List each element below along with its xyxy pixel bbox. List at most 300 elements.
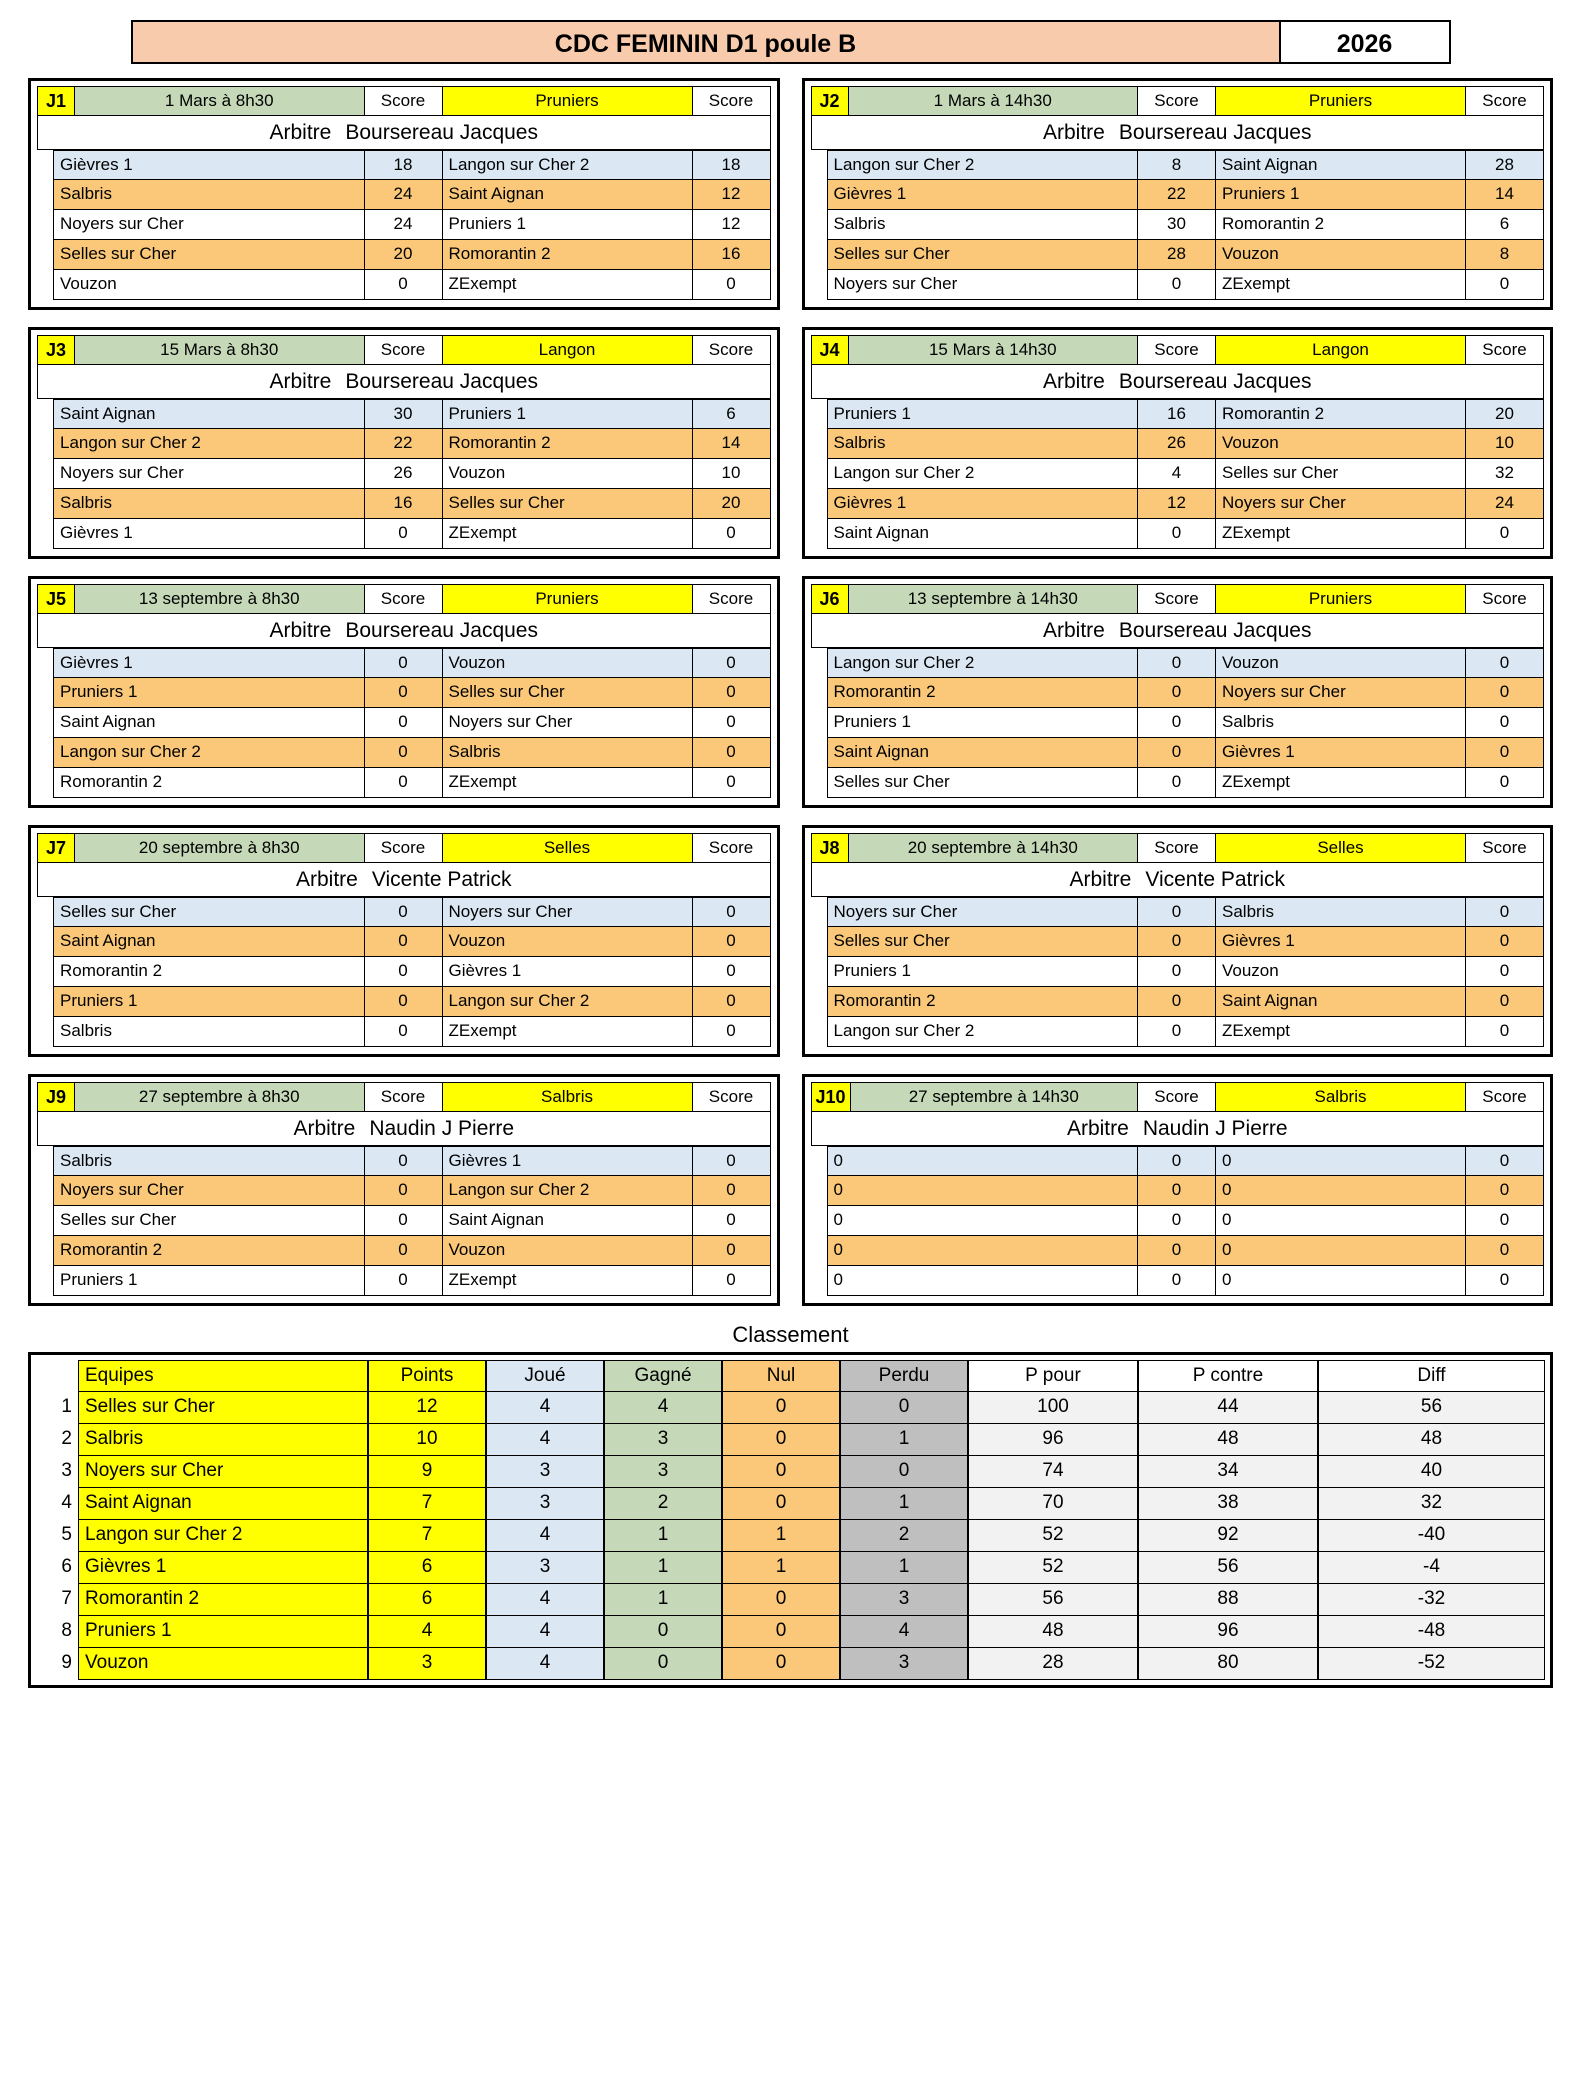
match-away-score[interactable]: 12: [693, 180, 771, 210]
match-home-score[interactable]: 0: [1138, 1266, 1216, 1296]
match-row: [53, 768, 771, 798]
referee-row: [811, 863, 1545, 897]
standings-row: [36, 1520, 1545, 1552]
match-home-team: Salbris: [53, 1017, 365, 1047]
standings-diff: 40: [1318, 1456, 1545, 1488]
referee-name: Boursereau Jacques: [345, 370, 538, 393]
match-away-score[interactable]: 6: [693, 399, 771, 429]
match-row: [827, 1176, 1545, 1206]
round-code: J4: [811, 335, 849, 365]
standings-points-for: 100: [968, 1392, 1138, 1424]
round-header: [37, 1082, 771, 1112]
match-home-team: Langon sur Cher 2: [53, 429, 365, 459]
standings-row: [36, 1488, 1545, 1520]
standings-row: [36, 1456, 1545, 1488]
match-away-score[interactable]: 0: [1466, 648, 1544, 678]
standings-diff: -4: [1318, 1552, 1545, 1584]
referee-name: Boursereau Jacques: [345, 121, 538, 144]
referee-name: Vicente Patrick: [371, 868, 512, 891]
match-home-team: Noyers sur Cher: [827, 897, 1139, 927]
match-home-score[interactable]: 18: [365, 150, 443, 180]
round-code: J2: [811, 86, 849, 116]
match-home-score[interactable]: 0: [1138, 270, 1216, 300]
match-away-score[interactable]: 0: [1466, 738, 1544, 768]
standings-points-against: 88: [1138, 1584, 1318, 1616]
document-header: [28, 20, 1553, 64]
match-home-score[interactable]: 24: [365, 180, 443, 210]
round-date: 20 septembre à 8h30: [75, 833, 365, 863]
round-date: 15 Mars à 14h30: [849, 335, 1139, 365]
match-home-score[interactable]: 0: [1138, 897, 1216, 927]
match-away-team: Gièvres 1: [443, 1146, 693, 1176]
standings-points-against: 38: [1138, 1488, 1318, 1520]
match-home-team: Saint Aignan: [53, 927, 365, 957]
match-away-team: Noyers sur Cher: [443, 708, 693, 738]
match-away-score[interactable]: 6: [1466, 210, 1544, 240]
standings-won: 0: [604, 1616, 722, 1648]
match-home-team: Langon sur Cher 2: [827, 459, 1139, 489]
match-away-team: Vouzon: [443, 648, 693, 678]
standings-lost: 4: [840, 1616, 968, 1648]
match-home-team: Selles sur Cher: [827, 768, 1139, 798]
standings-played: 4: [486, 1584, 604, 1616]
match-away-team: Noyers sur Cher: [1216, 489, 1466, 519]
match-home-score[interactable]: 12: [1138, 489, 1216, 519]
match-away-score[interactable]: 0: [693, 519, 771, 549]
match-home-score[interactable]: 26: [1138, 429, 1216, 459]
referee-name: Boursereau Jacques: [1118, 121, 1312, 144]
match-home-team: 0: [827, 1176, 1139, 1206]
match-away-team: Romorantin 2: [443, 429, 693, 459]
match-away-score[interactable]: 12: [693, 210, 771, 240]
match-home-score[interactable]: 4: [1138, 459, 1216, 489]
standings-diff: 56: [1318, 1392, 1545, 1424]
page-title: CDC FEMININ D1 poule B: [131, 20, 1281, 64]
match-away-score[interactable]: 0: [1466, 897, 1544, 927]
match-row: [827, 1206, 1545, 1236]
match-home-score[interactable]: 0: [1138, 648, 1216, 678]
standings-team: Selles sur Cher: [78, 1392, 368, 1424]
match-away-team: Vouzon: [1216, 957, 1466, 987]
match-home-score[interactable]: 0: [365, 519, 443, 549]
round-date: 1 Mars à 14h30: [849, 86, 1139, 116]
match-home-score[interactable]: 0: [1138, 957, 1216, 987]
match-away-team: Selles sur Cher: [1216, 459, 1466, 489]
match-home-score[interactable]: 30: [1138, 210, 1216, 240]
match-away-team: Vouzon: [443, 927, 693, 957]
match-away-score[interactable]: 0: [693, 678, 771, 708]
match-home-score[interactable]: 0: [1138, 1017, 1216, 1047]
match-home-score[interactable]: 0: [1138, 738, 1216, 768]
match-home-score[interactable]: 0: [365, 927, 443, 957]
match-home-score[interactable]: 16: [365, 489, 443, 519]
round-header: [37, 86, 771, 116]
match-home-score[interactable]: 0: [365, 1017, 443, 1047]
match-row: [827, 648, 1545, 678]
match-home-score[interactable]: 8: [1138, 150, 1216, 180]
match-away-score[interactable]: 0: [1466, 768, 1544, 798]
standings-points: 9: [368, 1456, 486, 1488]
match-row: [53, 1017, 771, 1047]
match-home-score[interactable]: 0: [365, 897, 443, 927]
match-away-team: Vouzon: [1216, 648, 1466, 678]
match-row: [53, 270, 771, 300]
standings-won: 1: [604, 1520, 722, 1552]
round-code: J6: [811, 584, 849, 614]
standings-points-for: 52: [968, 1520, 1138, 1552]
match-away-score[interactable]: 28: [1466, 150, 1544, 180]
score-label-away: Score: [1466, 833, 1544, 863]
round-block-j9: [28, 1074, 780, 1306]
match-away-score[interactable]: 24: [1466, 489, 1544, 519]
standings-points-for: 70: [968, 1488, 1138, 1520]
round-code: J10: [811, 1082, 851, 1112]
standings-drawn: 0: [722, 1488, 840, 1520]
score-label-home: Score: [365, 1082, 443, 1112]
match-home-team: Langon sur Cher 2: [827, 150, 1139, 180]
match-row: [53, 210, 771, 240]
match-home-score[interactable]: 0: [1138, 1206, 1216, 1236]
match-away-score[interactable]: 0: [1466, 1017, 1544, 1047]
referee-row: [811, 116, 1545, 150]
match-away-team: Romorantin 2: [1216, 399, 1466, 429]
match-row: [827, 927, 1545, 957]
standings-played: 3: [486, 1488, 604, 1520]
match-row: [827, 738, 1545, 768]
match-home-team: Noyers sur Cher: [827, 270, 1139, 300]
standings-rank: 4: [61, 1492, 72, 1513]
match-home-team: Selles sur Cher: [827, 927, 1139, 957]
match-home-team: Langon sur Cher 2: [827, 648, 1139, 678]
match-row: [827, 459, 1545, 489]
match-away-score[interactable]: 20: [693, 489, 771, 519]
round-block-j4: [802, 327, 1554, 559]
match-away-score[interactable]: 0: [1466, 1176, 1544, 1206]
match-away-score[interactable]: 0: [693, 927, 771, 957]
match-away-score[interactable]: 14: [1466, 180, 1544, 210]
match-home-score[interactable]: 26: [365, 459, 443, 489]
match-away-team: Gièvres 1: [1216, 738, 1466, 768]
match-away-score[interactable]: 0: [693, 1266, 771, 1296]
match-home-team: Langon sur Cher 2: [53, 738, 365, 768]
match-row: [53, 1176, 771, 1206]
referee-name: Naudin J Pierre: [1142, 1117, 1288, 1140]
match-away-score[interactable]: 0: [1466, 1206, 1544, 1236]
match-away-team: Vouzon: [1216, 429, 1466, 459]
match-home-score[interactable]: 0: [365, 1236, 443, 1266]
standings-points-for: 52: [968, 1552, 1138, 1584]
match-home-score[interactable]: 0: [1138, 1176, 1216, 1206]
referee-label: Arbitre: [1043, 121, 1105, 144]
match-home-team: Saint Aignan: [53, 399, 365, 429]
match-row: [53, 1266, 771, 1296]
match-row: [53, 489, 771, 519]
round-code: J3: [37, 335, 75, 365]
standings-drawn: 0: [722, 1392, 840, 1424]
match-away-score[interactable]: 0: [1466, 1146, 1544, 1176]
match-home-score[interactable]: 22: [1138, 180, 1216, 210]
round-venue: Pruniers: [443, 584, 693, 614]
match-away-score[interactable]: 0: [693, 957, 771, 987]
match-away-score[interactable]: 16: [693, 240, 771, 270]
match-home-score[interactable]: 0: [365, 648, 443, 678]
match-row: [827, 429, 1545, 459]
match-away-team: Vouzon: [443, 459, 693, 489]
match-away-score[interactable]: 0: [1466, 927, 1544, 957]
standings-row: [36, 1648, 1545, 1680]
match-home-team: Romorantin 2: [827, 678, 1139, 708]
match-away-team: Gièvres 1: [1216, 927, 1466, 957]
round-date: 27 septembre à 8h30: [75, 1082, 365, 1112]
match-row: [53, 519, 771, 549]
match-away-score[interactable]: 0: [1466, 708, 1544, 738]
match-home-score[interactable]: 0: [365, 1176, 443, 1206]
match-away-score[interactable]: 0: [693, 1017, 771, 1047]
match-away-score[interactable]: 0: [693, 987, 771, 1017]
round-block-j5: [28, 576, 780, 808]
match-home-team: Salbris: [827, 210, 1139, 240]
standings-rank: 1: [61, 1396, 72, 1417]
match-away-team: Pruniers 1: [443, 399, 693, 429]
referee-label: Arbitre: [1066, 1117, 1129, 1140]
match-home-team: 0: [827, 1206, 1139, 1236]
match-home-score[interactable]: 0: [1138, 708, 1216, 738]
match-away-score[interactable]: 0: [693, 1146, 771, 1176]
match-away-score[interactable]: 0: [693, 1236, 771, 1266]
standings-drawn: 1: [722, 1552, 840, 1584]
match-row: [53, 648, 771, 678]
match-away-score[interactable]: 0: [693, 648, 771, 678]
score-label-home: Score: [1138, 833, 1216, 863]
match-away-team: 0: [1216, 1236, 1466, 1266]
match-row: [827, 897, 1545, 927]
standings-diff: -32: [1318, 1584, 1545, 1616]
match-away-team: Noyers sur Cher: [1216, 678, 1466, 708]
match-away-team: Gièvres 1: [443, 957, 693, 987]
match-away-team: 0: [1216, 1206, 1466, 1236]
match-away-score[interactable]: 0: [1466, 957, 1544, 987]
match-home-team: Romorantin 2: [53, 957, 365, 987]
referee-label: Arbitre: [295, 868, 358, 891]
standings-points-for: 74: [968, 1456, 1138, 1488]
match-row: [827, 768, 1545, 798]
match-home-team: Noyers sur Cher: [53, 1176, 365, 1206]
standings-won: 1: [604, 1552, 722, 1584]
standings-drawn: 0: [722, 1648, 840, 1680]
standings-played: 4: [486, 1424, 604, 1456]
match-away-score[interactable]: 0: [693, 738, 771, 768]
standings-played: 3: [486, 1456, 604, 1488]
round-header: [811, 584, 1545, 614]
match-away-team: Pruniers 1: [1216, 180, 1466, 210]
match-home-score[interactable]: 16: [1138, 399, 1216, 429]
match-home-score[interactable]: 30: [365, 399, 443, 429]
match-home-score[interactable]: 0: [365, 957, 443, 987]
round-venue: Selles: [1216, 833, 1466, 863]
match-away-team: Romorantin 2: [443, 240, 693, 270]
match-home-team: Gièvres 1: [827, 180, 1139, 210]
rounds-grid: [28, 78, 1553, 1306]
match-home-score[interactable]: 0: [1138, 768, 1216, 798]
match-row: [827, 678, 1545, 708]
match-away-score[interactable]: 0: [1466, 1266, 1544, 1296]
standings-points-for: 56: [968, 1584, 1138, 1616]
standings-rank: 5: [61, 1524, 72, 1545]
match-home-team: Gièvres 1: [53, 519, 365, 549]
standings-diff: -40: [1318, 1520, 1545, 1552]
referee-name: Boursereau Jacques: [1118, 370, 1312, 393]
match-away-score[interactable]: 18: [693, 150, 771, 180]
standings-rank: 7: [61, 1588, 72, 1609]
match-away-score[interactable]: 14: [693, 429, 771, 459]
match-away-score[interactable]: 8: [1466, 240, 1544, 270]
score-label-home: Score: [1138, 584, 1216, 614]
match-away-team: 0: [1216, 1146, 1466, 1176]
round-code: J5: [37, 584, 75, 614]
match-home-score[interactable]: 0: [1138, 678, 1216, 708]
standings-header-perdu: Perdu: [840, 1360, 968, 1392]
round-venue: Salbris: [443, 1082, 693, 1112]
match-row: [827, 1236, 1545, 1266]
match-home-score[interactable]: 0: [1138, 519, 1216, 549]
score-label-home: Score: [1138, 335, 1216, 365]
match-home-score[interactable]: 0: [1138, 927, 1216, 957]
match-row: [53, 1236, 771, 1266]
match-row: [827, 708, 1545, 738]
match-home-score[interactable]: 20: [365, 240, 443, 270]
round-date: 13 septembre à 8h30: [75, 584, 365, 614]
match-home-score[interactable]: 0: [365, 678, 443, 708]
round-date: 20 septembre à 14h30: [849, 833, 1139, 863]
standings-team: Pruniers 1: [78, 1616, 368, 1648]
match-away-score[interactable]: 0: [693, 270, 771, 300]
match-home-team: Noyers sur Cher: [53, 459, 365, 489]
score-label-home: Score: [1138, 86, 1216, 116]
standings-points-for: 48: [968, 1616, 1138, 1648]
standings-diff: -48: [1318, 1616, 1545, 1648]
match-home-team: 0: [827, 1146, 1139, 1176]
round-code: J1: [37, 86, 75, 116]
match-away-score[interactable]: 0: [693, 1206, 771, 1236]
round-block-j6: [802, 576, 1554, 808]
match-home-score[interactable]: 0: [365, 738, 443, 768]
referee-name: Boursereau Jacques: [1118, 619, 1312, 642]
match-home-score[interactable]: 24: [365, 210, 443, 240]
referee-label: Arbitre: [293, 1117, 356, 1140]
standings-points-against: 96: [1138, 1616, 1318, 1648]
match-row: [53, 897, 771, 927]
match-home-score[interactable]: 0: [1138, 1146, 1216, 1176]
match-away-score[interactable]: 0: [693, 708, 771, 738]
standings-points-against: 48: [1138, 1424, 1318, 1456]
match-home-score[interactable]: 28: [1138, 240, 1216, 270]
round-venue: Salbris: [1216, 1082, 1466, 1112]
match-row: [827, 399, 1545, 429]
match-home-score[interactable]: 0: [365, 1206, 443, 1236]
match-away-team: ZExempt: [1216, 1017, 1466, 1047]
referee-label: Arbitre: [269, 370, 332, 393]
score-label-home: Score: [365, 335, 443, 365]
standings-header-joue: Joué: [486, 1360, 604, 1392]
match-away-score[interactable]: 0: [1466, 270, 1544, 300]
match-away-score[interactable]: 0: [1466, 987, 1544, 1017]
match-away-score[interactable]: 0: [693, 897, 771, 927]
referee-row: [37, 365, 771, 399]
score-label-away: Score: [693, 335, 771, 365]
standings-points-for: 96: [968, 1424, 1138, 1456]
match-home-score[interactable]: 0: [365, 270, 443, 300]
match-away-team: Romorantin 2: [1216, 210, 1466, 240]
match-home-score[interactable]: 0: [1138, 1236, 1216, 1266]
match-away-team: ZExempt: [443, 519, 693, 549]
match-away-team: Saint Aignan: [443, 1206, 693, 1236]
standings-row: [36, 1392, 1545, 1424]
match-away-score[interactable]: 0: [1466, 1236, 1544, 1266]
match-home-team: Gièvres 1: [53, 648, 365, 678]
match-away-score[interactable]: 0: [693, 1176, 771, 1206]
match-row: [53, 927, 771, 957]
match-home-team: Langon sur Cher 2: [827, 1017, 1139, 1047]
match-away-score[interactable]: 10: [1466, 429, 1544, 459]
score-label-home: Score: [1138, 1082, 1216, 1112]
standings-team: Romorantin 2: [78, 1584, 368, 1616]
referee-row: [811, 1112, 1545, 1146]
standings-header-pcontre: P contre: [1138, 1360, 1318, 1392]
match-home-score[interactable]: 0: [1138, 987, 1216, 1017]
match-away-score[interactable]: 20: [1466, 399, 1544, 429]
match-away-score[interactable]: 32: [1466, 459, 1544, 489]
round-block-j2: [802, 78, 1554, 310]
match-home-score[interactable]: 22: [365, 429, 443, 459]
match-home-score[interactable]: 0: [365, 987, 443, 1017]
standings-team: Langon sur Cher 2: [78, 1520, 368, 1552]
match-home-team: Vouzon: [53, 270, 365, 300]
match-row: [827, 240, 1545, 270]
match-away-score[interactable]: 0: [1466, 678, 1544, 708]
match-home-team: Selles sur Cher: [53, 1206, 365, 1236]
standings-lost: 3: [840, 1648, 968, 1680]
standings-drawn: 0: [722, 1584, 840, 1616]
referee-label: Arbitre: [269, 121, 332, 144]
standings-diff: 48: [1318, 1424, 1545, 1456]
match-away-score[interactable]: 0: [693, 768, 771, 798]
standings-points: 10: [368, 1424, 486, 1456]
referee-row: [811, 365, 1545, 399]
match-home-score[interactable]: 0: [365, 768, 443, 798]
match-row: [827, 519, 1545, 549]
standings-lost: 0: [840, 1392, 968, 1424]
match-home-score[interactable]: 0: [365, 1146, 443, 1176]
standings-drawn: 0: [722, 1424, 840, 1456]
match-home-team: Romorantin 2: [53, 1236, 365, 1266]
standings-row: [36, 1424, 1545, 1456]
match-away-score[interactable]: 0: [1466, 519, 1544, 549]
standings-header-nul: Nul: [722, 1360, 840, 1392]
match-home-team: Saint Aignan: [827, 519, 1139, 549]
standings-lost: 1: [840, 1488, 968, 1520]
match-home-team: Pruniers 1: [53, 1266, 365, 1296]
standings-body: [36, 1392, 1545, 1680]
match-home-team: Pruniers 1: [53, 678, 365, 708]
match-row: [827, 1146, 1545, 1176]
referee-name: Naudin J Pierre: [369, 1117, 515, 1140]
match-home-score[interactable]: 0: [365, 708, 443, 738]
match-away-score[interactable]: 10: [693, 459, 771, 489]
match-away-team: Salbris: [1216, 708, 1466, 738]
standings-row: [36, 1584, 1545, 1616]
match-home-score[interactable]: 0: [365, 1266, 443, 1296]
round-header: [811, 335, 1545, 365]
